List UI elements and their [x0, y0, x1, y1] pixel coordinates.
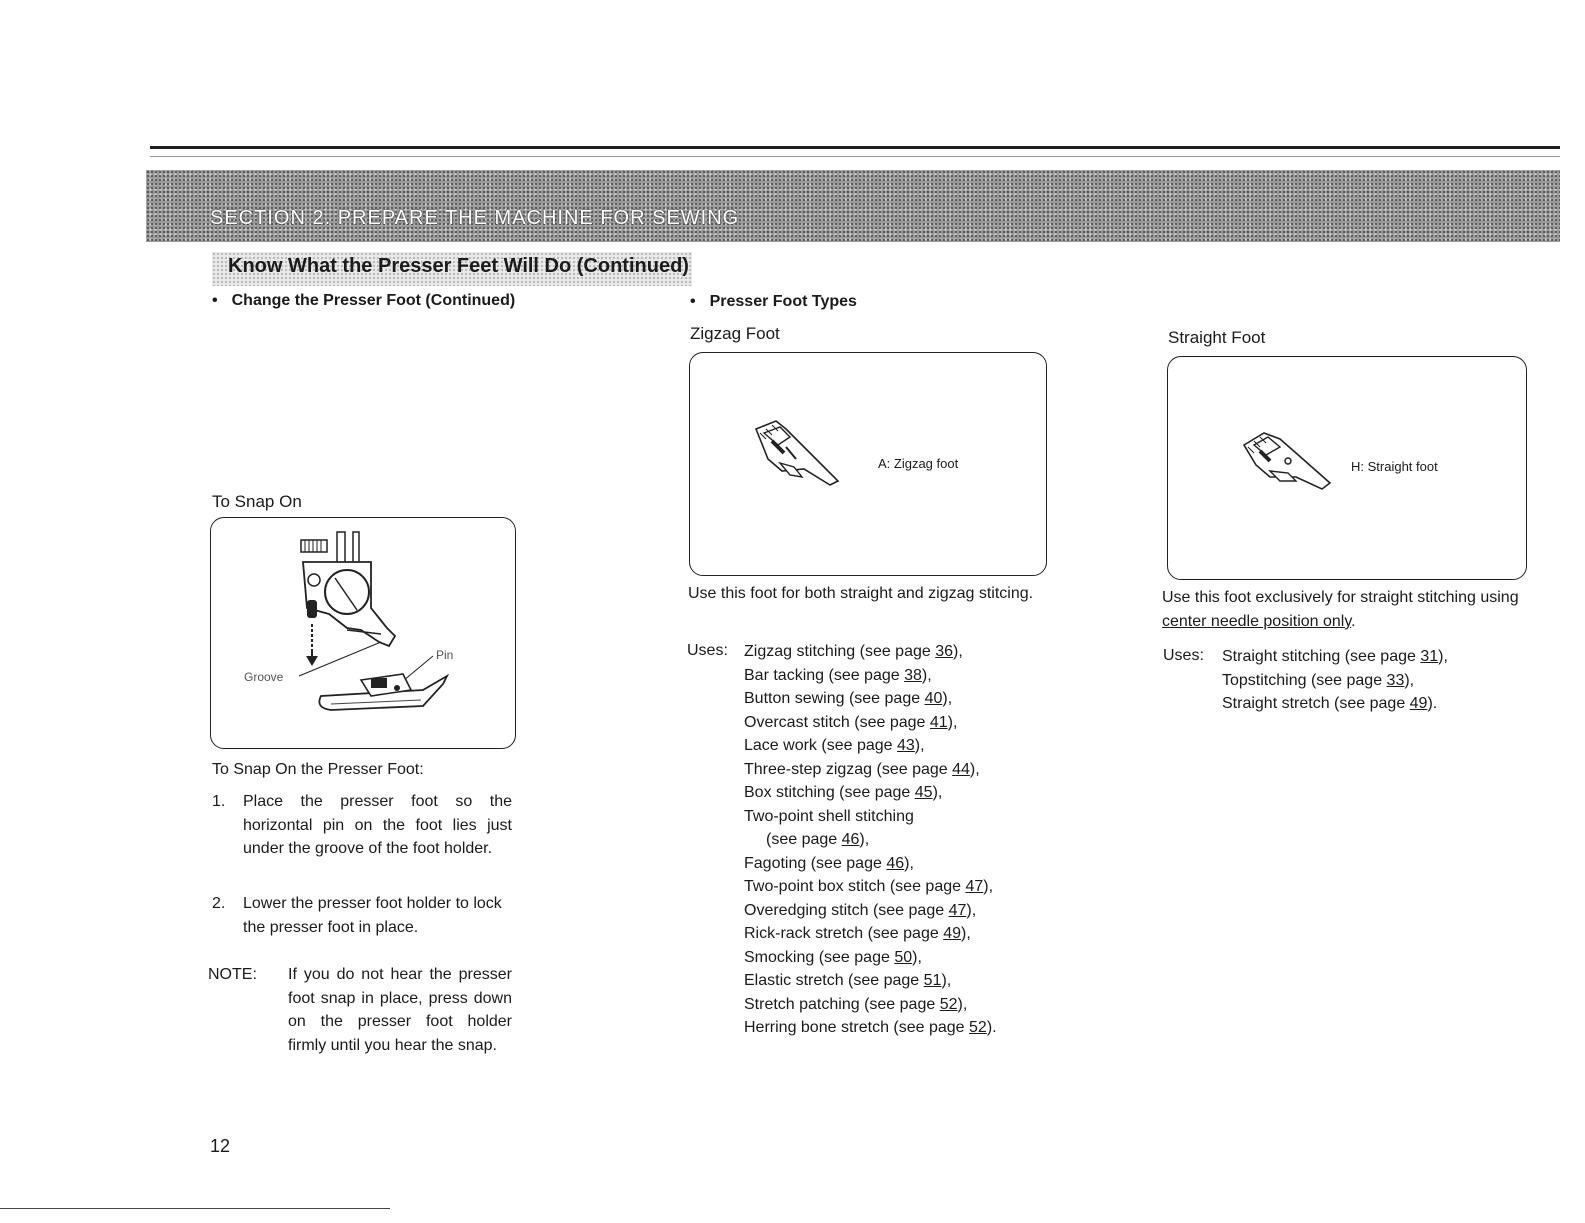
list-item: Straight stitching (see page 31), — [1222, 648, 1448, 665]
zigzag-uses-label: Uses: — [687, 642, 728, 659]
bullet-dot: • — [690, 293, 696, 310]
left-bullet-heading — [212, 292, 515, 310]
list-item: Stretch patching (see page 52), — [744, 995, 968, 1013]
straight-foot-illustration — [1240, 427, 1340, 507]
list-item: Herring bone stretch (see page 52). — [744, 1019, 997, 1036]
snap-on-label: To Snap On — [212, 492, 302, 511]
list-item: Elastic stretch (see page 51), — [744, 972, 952, 989]
list-item: Box stitching (see page 45), — [744, 784, 943, 801]
list-item: Zigzag stitching (see page 36), — [744, 643, 963, 660]
note — [208, 963, 512, 1057]
header-rule — [150, 146, 1560, 149]
zigzag-uses-list — [744, 640, 997, 1040]
underlined-phrase: center needle position only — [1162, 612, 1352, 630]
page-number: 12 — [210, 1136, 231, 1156]
header-rule-thin — [150, 156, 1560, 157]
straight-foot-caption: H: Straight foot — [1351, 459, 1438, 474]
list-item: Three-step zigzag (see page 44), — [744, 760, 980, 778]
list-item: Smocking (see page 50), — [744, 948, 922, 966]
straight-foot-description: Use this foot exclusively for straight stitching using center needle position only. — [1162, 589, 1519, 630]
list-item: Button sewing (see page 40), — [744, 690, 953, 707]
middle-bullet-heading — [690, 293, 857, 311]
groove-label: Groove — [244, 670, 284, 684]
step-number: 1. — [212, 793, 226, 810]
straight-uses-list — [1222, 645, 1448, 716]
step-text: Place the presser foot so the horizontal pin on the foot lies just under the groove of the foot holder. — [243, 793, 512, 857]
list-item: Overcast stitch (see page 41), — [744, 713, 958, 731]
zigzag-foot-caption: A: Zigzag foot — [878, 456, 959, 471]
pin-label: Pin — [436, 648, 454, 662]
zigzag-foot-illustration — [750, 419, 850, 499]
bullet-dot: • — [212, 292, 218, 309]
note-text: If you do not hear the presser foot snap in place, press down on the presser foot holder firmly until you hear the snap. — [288, 966, 512, 1054]
list-item: Rick-rack stretch (see page 49), — [744, 925, 971, 942]
zigzag-foot-description: Use this foot for both straight and zigzag stitcing. — [688, 585, 1034, 602]
step-text: Lower the presser foot holder to lock the presser foot in place. — [243, 895, 502, 936]
snap-on-figure-frame — [210, 517, 516, 749]
list-item: Overedging stitch (see page 47), — [744, 901, 977, 919]
presser-foot-holder-illustration — [211, 518, 515, 748]
steps-intro: To Snap On the Presser Foot: — [212, 761, 424, 778]
note-label: NOTE: — [208, 966, 257, 983]
zigzag-foot-title: Zigzag Foot — [690, 324, 780, 343]
list-item: Two-point shell stitching — [744, 807, 914, 825]
step-1 — [212, 790, 512, 861]
left-bullet-text: Change the Presser Foot (Continued) — [231, 292, 516, 309]
list-item: Fagoting (see page 46), — [744, 854, 914, 872]
list-item: Topstitching (see page 33), — [1222, 671, 1415, 689]
page-subtitle: Know What the Presser Feet Will Do (Continued) — [228, 255, 689, 277]
list-item: Straight stretch (see page 49). — [1222, 695, 1438, 712]
step-number: 2. — [212, 895, 226, 912]
list-item: (see page 46), — [766, 831, 870, 848]
middle-bullet-text: Presser Foot Types — [709, 293, 857, 310]
step-2 — [212, 892, 512, 939]
zigzag-foot-figure-frame — [689, 352, 1047, 576]
section-title: SECTION 2. PREPARE THE MACHINE FOR SEWING — [210, 207, 740, 229]
list-item: Two-point box stitch (see page 47), — [744, 878, 994, 895]
section-header-band — [146, 170, 1560, 242]
list-item: Lace work (see page 43), — [744, 737, 925, 754]
list-item: Bar tacking (see page 38), — [744, 666, 932, 684]
footer-rule — [0, 1208, 390, 1209]
straight-foot-figure-frame — [1167, 356, 1527, 580]
straight-uses-label: Uses: — [1163, 647, 1204, 664]
straight-foot-title: Straight Foot — [1168, 328, 1266, 347]
